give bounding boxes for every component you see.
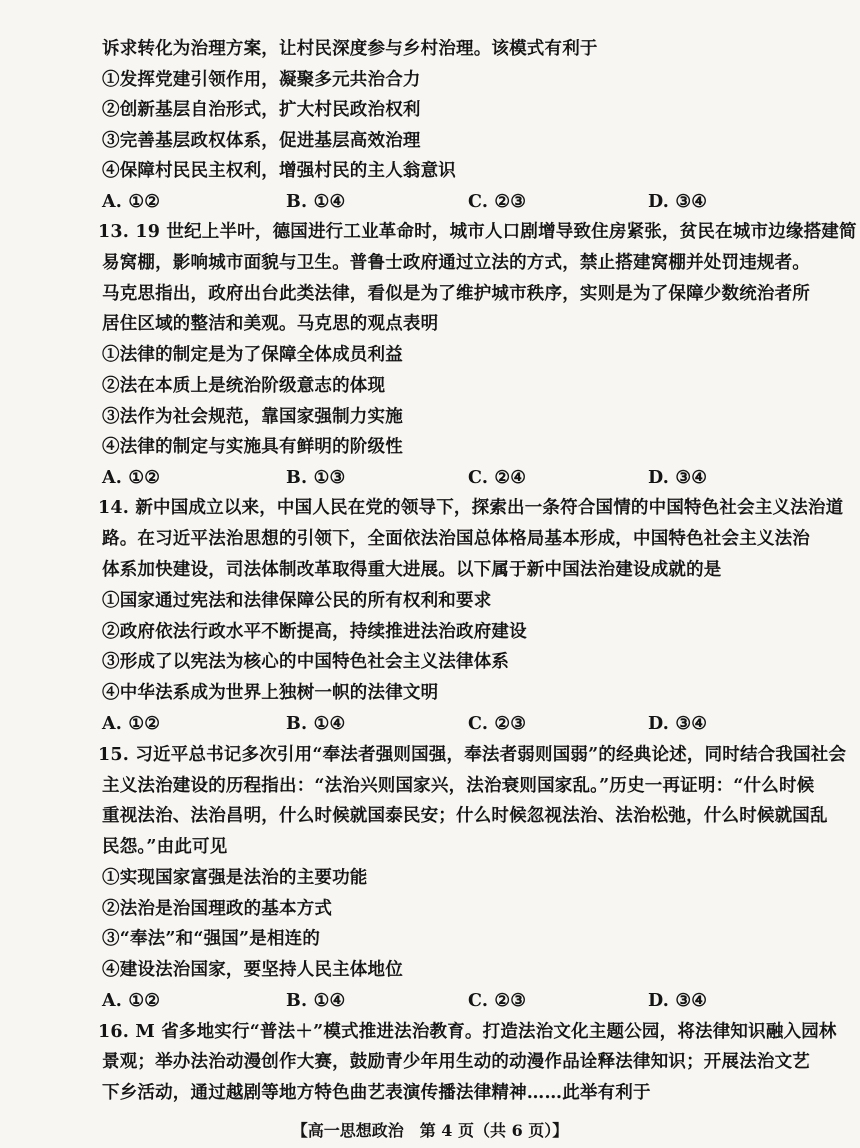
q13-stem-line-1: 13. 19 世纪上半叶，德国进行工业革命时，城市人口剧增导致住房紧张，贫民在城市边缘搭建简 (98, 222, 857, 242)
q14-stem-line-1: 14. 新中国成立以来，中国人民在党的领导下，探索出一条符合国情的中国特色社会主义法治道 (98, 498, 844, 518)
q12-option-d[interactable]: D. ③④ (648, 192, 708, 212)
q14-item-4: ④中华法系成为世界上独树一帜的法律文明 (102, 683, 439, 703)
q14-options (0, 711, 860, 737)
q13-option-b[interactable]: B. ①③ (286, 468, 346, 488)
q14-item-3: ③形成了以宪法为核心的中国特色社会主义法律体系 (102, 652, 510, 672)
q12-item-2: ②创新基层自治形式，扩大村民政治权利 (102, 100, 421, 120)
q13-item-1: ①法律的制定是为了保障全体成员利益 (102, 345, 403, 365)
q15-item-2: ②法治是治国理政的基本方式 (102, 899, 333, 919)
q13-options (0, 465, 860, 491)
q16-stem-line-1: 16. M 省多地实行“普法＋”模式推进法治教育。打造法治文化主题公园，将法律知识融入园林 (98, 1022, 837, 1042)
q13-item-3: ③法作为社会规范，靠国家强制力实施 (102, 407, 403, 427)
q15-item-1: ①实现国家富强是法治的主要功能 (102, 868, 368, 888)
q12-option-b[interactable]: B. ①④ (286, 192, 346, 212)
q14-option-b[interactable]: B. ①④ (286, 714, 346, 734)
q13-stem-line-4: 居住区域的整洁和美观。马克思的观点表明 (102, 314, 439, 334)
q15-item-4: ④建设法治国家，要坚持人民主体地位 (102, 960, 403, 980)
q15-stem-line-1: 15. 习近平总书记多次引用“奉法者强则国强，奉法者弱则国弱”的经典论述，同时结合我国社会 (98, 745, 847, 765)
q12-item-3: ③完善基层政权体系，促进基层高效治理 (102, 131, 421, 151)
q14-item-1: ①国家通过宪法和法律保障公民的所有权利和要求 (102, 591, 492, 611)
q14-option-c[interactable]: C. ②③ (468, 714, 527, 734)
q13-option-c[interactable]: C. ②④ (468, 468, 527, 488)
q15-options (0, 988, 860, 1014)
q15-item-3: ③“奉法”和“强国”是相连的 (102, 929, 321, 949)
page-footer: 【高一思想政治 第 4 页（共 6 页）】 (291, 1121, 569, 1140)
q15-option-b[interactable]: B. ①④ (286, 991, 346, 1011)
q15-option-d[interactable]: D. ③④ (648, 991, 708, 1011)
q12-stem-tail: 诉求转化为治理方案，让村民深度参与乡村治理。该模式有利于 (102, 39, 598, 59)
q12-option-a[interactable]: A. ①② (102, 192, 161, 212)
q13-item-2: ②法在本质上是统治阶级意志的体现 (102, 376, 386, 396)
q16-stem-line-3: 下乡活动，通过越剧等地方特色曲艺表演传播法律精神……此举有利于 (102, 1083, 651, 1103)
q13-stem-line-2: 易窝棚，影响城市面貌与卫生。普鲁士政府通过立法的方式，禁止搭建窝棚并处罚违规者。 (102, 253, 810, 273)
q14-item-2: ②政府依法行政水平不断提高，持续推进法治政府建设 (102, 622, 527, 642)
q12-options (0, 189, 860, 215)
q12-item-1: ①发挥党建引领作用，凝聚多元共治合力 (102, 70, 421, 90)
q13-item-4: ④法律的制定与实施具有鲜明的阶级性 (102, 437, 403, 457)
q15-option-a[interactable]: A. ①② (102, 991, 161, 1011)
q12-item-4: ④保障村民民主权利，增强村民的主人翁意识 (102, 161, 456, 181)
q14-option-a[interactable]: A. ①② (102, 714, 161, 734)
q14-option-d[interactable]: D. ③④ (648, 714, 708, 734)
q13-option-d[interactable]: D. ③④ (648, 468, 708, 488)
q14-stem-line-2: 路。在习近平法治思想的引领下，全面依法治国总体格局基本形成，中国特色社会主义法治 (102, 529, 810, 549)
q12-option-c[interactable]: C. ②③ (468, 192, 527, 212)
q15-stem-line-4: 民怨。”由此可见 (102, 837, 228, 857)
q15-stem-line-3: 重视法治、法治昌明，什么时候就国泰民安；什么时候忽视法治、法治松弛，什么时候就国乱 (102, 806, 828, 826)
q14-stem-line-3: 体系加快建设，司法体制改革取得重大进展。以下属于新中国法治建设成就的是 (102, 560, 722, 580)
q13-stem-line-3: 马克思指出，政府出台此类法律，看似是为了维护城市秩序，实则是为了保障少数统治者所 (102, 284, 810, 304)
q16-stem-line-2: 景观；举办法治动漫创作大赛，鼓励青少年用生动的动漫作品诠释法律知识；开展法治文艺 (102, 1052, 810, 1072)
q15-stem-line-2: 主义法治建设的历程指出：“法治兴则国家兴，法治衰则国家乱。”历史一再证明：“什么时候 (102, 776, 815, 796)
q15-option-c[interactable]: C. ②③ (468, 991, 527, 1011)
q13-option-a[interactable]: A. ①② (102, 468, 161, 488)
